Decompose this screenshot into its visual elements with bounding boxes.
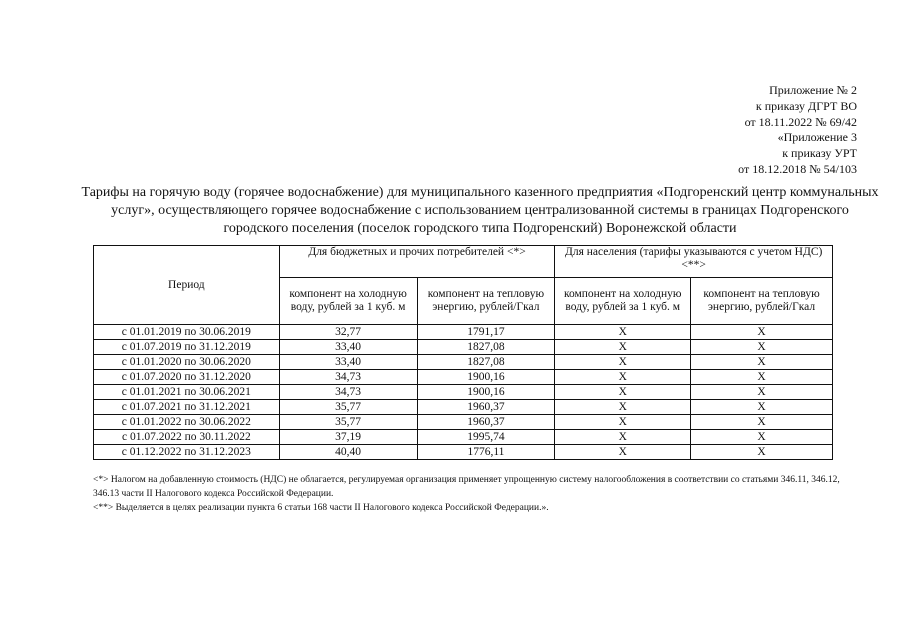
population-heat-cell: Х — [691, 430, 833, 445]
table-row — [94, 415, 833, 430]
table-row — [94, 400, 833, 415]
period-cell: с 01.01.2019 по 30.06.2019 — [94, 325, 280, 340]
heat-energy-cell: 1900,16 — [417, 370, 555, 385]
period-header: Период — [94, 246, 280, 325]
population-cold-cell: Х — [555, 445, 691, 460]
table-row — [94, 325, 833, 340]
population-cold-cell: Х — [555, 400, 691, 415]
table-row — [94, 370, 833, 385]
annex-primary-block — [745, 82, 857, 130]
period-cell: с 01.07.2020 по 31.12.2020 — [94, 370, 280, 385]
population-cold-cell: Х — [555, 370, 691, 385]
footnote-vat-population: <**> Выделяется в целях реализации пункта 6 статьи 168 части II Налогового кодекса Российской Федерации.». — [93, 503, 549, 513]
period-cell: с 01.12.2022 по 31.12.2023 — [94, 445, 280, 460]
heat-energy-cell: 1776,11 — [417, 445, 555, 460]
annex-primary-line1: Приложение № 2 — [769, 83, 857, 97]
cold-water-cell: 32,77 — [279, 325, 417, 340]
period-cell: с 01.01.2020 по 30.06.2020 — [94, 355, 280, 370]
population-heat-energy-header: компонент на тепловую энергию, рублей/Гкал — [691, 278, 833, 325]
table-row — [94, 430, 833, 445]
annex-secondary-line1: «Приложение 3 — [777, 130, 857, 144]
population-heat-cell: Х — [691, 370, 833, 385]
annex-primary-line3: от 18.11.2022 № 69/42 — [744, 115, 857, 129]
period-cell: с 01.07.2022 по 30.11.2022 — [94, 430, 280, 445]
budget-cold-water-header: компонент на холодную воду, рублей за 1 куб. м — [279, 278, 417, 325]
population-cold-cell: Х — [555, 385, 691, 400]
period-cell: с 01.01.2021 по 30.06.2021 — [94, 385, 280, 400]
annex-secondary-line2: к приказу УРТ — [782, 146, 857, 160]
table-row — [94, 340, 833, 355]
heat-energy-cell: 1960,37 — [417, 415, 555, 430]
period-cell: с 01.07.2019 по 31.12.2019 — [94, 340, 280, 355]
tariff-table — [93, 245, 833, 460]
population-cold-cell: Х — [555, 340, 691, 355]
population-cold-cell: Х — [555, 415, 691, 430]
cold-water-cell: 33,40 — [279, 355, 417, 370]
table-header-row — [94, 246, 833, 278]
population-heat-cell: Х — [691, 415, 833, 430]
cold-water-cell: 35,77 — [279, 415, 417, 430]
cold-water-cell: 33,40 — [279, 340, 417, 355]
period-cell: с 01.01.2022 по 30.06.2022 — [94, 415, 280, 430]
period-cell: с 01.07.2021 по 31.12.2021 — [94, 400, 280, 415]
cold-water-cell: 35,77 — [279, 400, 417, 415]
population-cold-cell: Х — [555, 325, 691, 340]
table-row — [94, 385, 833, 400]
annex-secondary-line3: от 18.12.2018 № 54/103 — [738, 162, 857, 176]
footnote-vat-exempt: <*> Налогом на добавленную стоимость (НДС) не облагается, регулируемая организация применяет упрощенную систему налогообложения в соответствии со статьями 346.11, 346.12, 346.13 части II Налогового кодекса Российской Федерации. — [93, 475, 840, 499]
population-cold-cell: Х — [555, 430, 691, 445]
population-heat-cell: Х — [691, 355, 833, 370]
cold-water-cell: 34,73 — [279, 385, 417, 400]
population-heat-cell: Х — [691, 400, 833, 415]
budget-consumers-header: Для бюджетных и прочих потребителей <*> — [279, 246, 555, 278]
heat-energy-cell: 1791,17 — [417, 325, 555, 340]
population-heat-cell: Х — [691, 325, 833, 340]
population-cold-cell: Х — [555, 355, 691, 370]
cold-water-cell: 37,19 — [279, 430, 417, 445]
population-cold-water-header: компонент на холодную воду, рублей за 1 куб. м — [555, 278, 691, 325]
budget-heat-energy-header: компонент на тепловую энергию, рублей/Гкал — [417, 278, 555, 325]
heat-energy-cell: 1960,37 — [417, 400, 555, 415]
heat-energy-cell: 1900,16 — [417, 385, 555, 400]
heat-energy-cell: 1827,08 — [417, 355, 555, 370]
table-row — [94, 355, 833, 370]
population-header: Для населения (тарифы указываются с учетом НДС) <**> — [555, 246, 833, 278]
population-heat-cell: Х — [691, 445, 833, 460]
population-heat-cell: Х — [691, 385, 833, 400]
heat-energy-cell: 1995,74 — [417, 430, 555, 445]
table-row — [94, 445, 833, 460]
cold-water-cell: 40,40 — [279, 445, 417, 460]
footnotes — [93, 473, 843, 515]
heat-energy-cell: 1827,08 — [417, 340, 555, 355]
document-title: Тарифы на горячую воду (горячее водоснабжение) для муниципального казенного предприятия «Подгоренский центр коммунальных услуг», осуществляющего горячее водоснабжение с использованием централизованной системы в границах Подгоренского городского поселения (поселок городского типа Подгоренский) Воронежской области — [81, 185, 879, 236]
population-heat-cell: Х — [691, 340, 833, 355]
annex-secondary-block — [738, 129, 857, 177]
cold-water-cell: 34,73 — [279, 370, 417, 385]
annex-primary-line2: к приказу ДГРТ ВО — [755, 99, 857, 113]
